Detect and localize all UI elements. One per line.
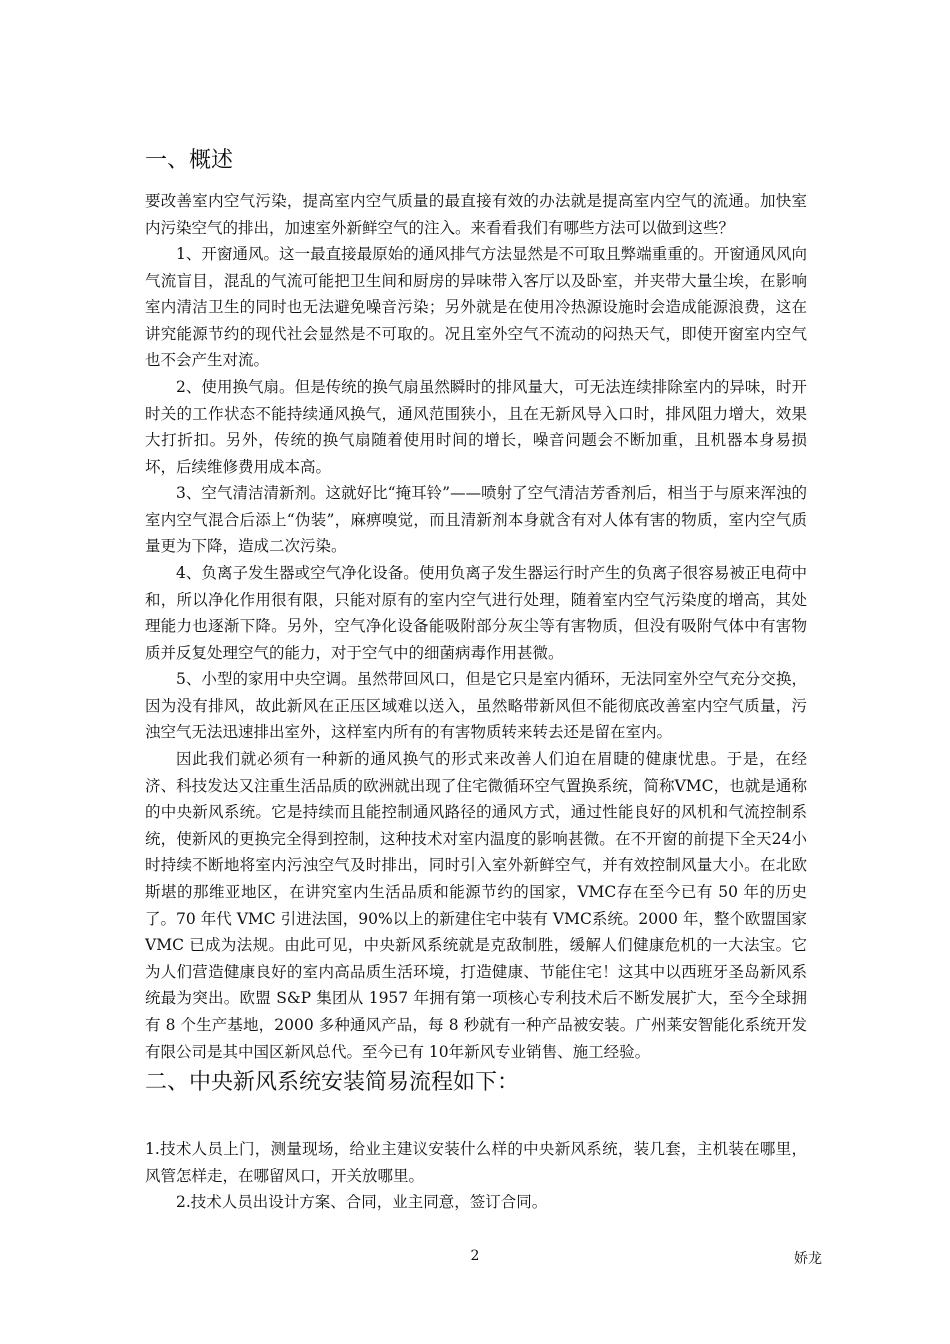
- paragraph-method-4: 4、负离子发生器或空气净化设备。使用负离子发生器运行时产生的负离子很容易被正电荷中和，所以净化作用很有限，只能对原有的室内空气进行处理，随着室内空气污染度的增高，其处理能力也逐渐下降。另外，空气净化设备能吸附部分灰尘等有害物质，但没有吸附气体中有害物质并反复处理空气的能力，对于空气中的细菌病毒作用甚微。: [145, 564, 807, 662]
- paragraph-intro: 要改善室内空气污染，提高室内空气质量的最直接有效的办法就是提高室内空气的流通。加快室内污染空气的排出，加速室外新鲜空气的注入。来看看我们有哪些方法可以做到这些？: [145, 192, 807, 237]
- paragraph-method-3: 3、空气清洁清新剂。这就好比“掩耳铃”——喷射了空气清洁芳香剂后，相当于与原来浑浊的室内空气混合后添上“伪装”，麻痹嗅觉，而且清新剂本身就含有对人体有害的物质，室内空气质量更为下降，造成二次污染。: [145, 484, 807, 556]
- paragraph-vmc-system: 因此我们就必须有一种新的通风换气的形式来改善人们迫在眉睫的健康忧患。于是，在经济、科技发达又注重生活品质的欧洲就出现了住宅微循环空气置换系统，简称VMC，也就是通称的中央新风系统。它是持续而且能控制通风路径的通风方式，通过性能良好的风机和气流控制系统，使新风的更换完全得到控制，这种技术对室内温度的影响甚微。在不开窗的前提下全天24小时持续不断地将室内污浊空气及时排出，同时引入室外新鲜空气，并有效控制风量大小。在北欧斯堪的那维亚地区，在讲究室内生活品质和能源节约的国家，VMC存在至今已有 50 年的历史了。70 年代 VMC 引进法国，90%以上的新建住宅中装有 VMC系统。2000 年，整个欧盟国家 VMC 已成为法规。由此可见，中央新风系统就是克敌制胜，缓解人们健康危机的一大法宝。它为人们营造健康良好的室内高品质生活环境，打造健康、节能住宅！这其中以西班牙圣岛新风系统最为突出。欧盟 S&P 集团从 1957 年拥有第一项核心专利技术后不断发展扩大，至今全球拥有 8 个生产基地，2000 多种通风产品，每 8 秒就有一种产品被安装。广州莱安智能化系统开发有限公司是其中国区新风总代。至今已有 10年新风专业销售、施工经验。: [145, 750, 807, 1061]
- paragraph-step-1: 1.技术人员上门，测量现场，给业主建议安装什么样的中央新风系统，装几套，主机装在哪里，风管怎样走，在哪留风口，开关放哪里。: [145, 1140, 807, 1185]
- paragraph-method-2: 2、使用换气扇。但是传统的换气扇虽然瞬时的排风量大，可无法连续排除室内的异味，时开时关的工作状态不能持续通风换气，通风范围狭小，且在无新风导入口时，排风阻力增大，效果大打折扣。另外，传统的换气扇随着使用时间的增长，噪音问题会不断加重，且机器本身易损坏，后续维修费用成本高。: [145, 378, 807, 476]
- paragraph-method-5: 5、小型的家用中央空调。虽然带回风口，但是它只是室内循环，无法同室外空气充分交换，因为没有排风，故此新风在正压区域难以送入，虽然略带新风但不能彻底改善室内空气质量，污浊空气无法迅速排出室外，这样室内所有的有害物质转来转去还是留在室内。: [145, 670, 807, 742]
- paragraph-method-1: 1、开窗通风。这一最直接最原始的通风排气方法显然是不可取且弊端重重的。开窗通风风向气流盲目，混乱的气流可能把卫生间和厨房的异味带入客厅以及卧室，并夹带大量尘埃，在影响室内清洁卫生的同时也无法避免噪音污染；另外就是在使用冷热源设施时会造成能源浪费，这在讲究能源节约的现代社会显然是不可取的。况且室外空气不流动的闷热天气，即使开窗室内空气也不会产生对流。: [145, 245, 807, 370]
- section-heading-overview: 一、概述: [145, 148, 234, 173]
- footer-author: 娇龙: [794, 1251, 822, 1267]
- page-number: 2: [470, 1248, 480, 1264]
- paragraph-step-2: 2.技术人员出设计方案、合同，业主同意，签订合同。: [176, 1193, 548, 1211]
- section-heading-install-flow: 二、中央新风系统安装简易流程如下：: [145, 1070, 520, 1095]
